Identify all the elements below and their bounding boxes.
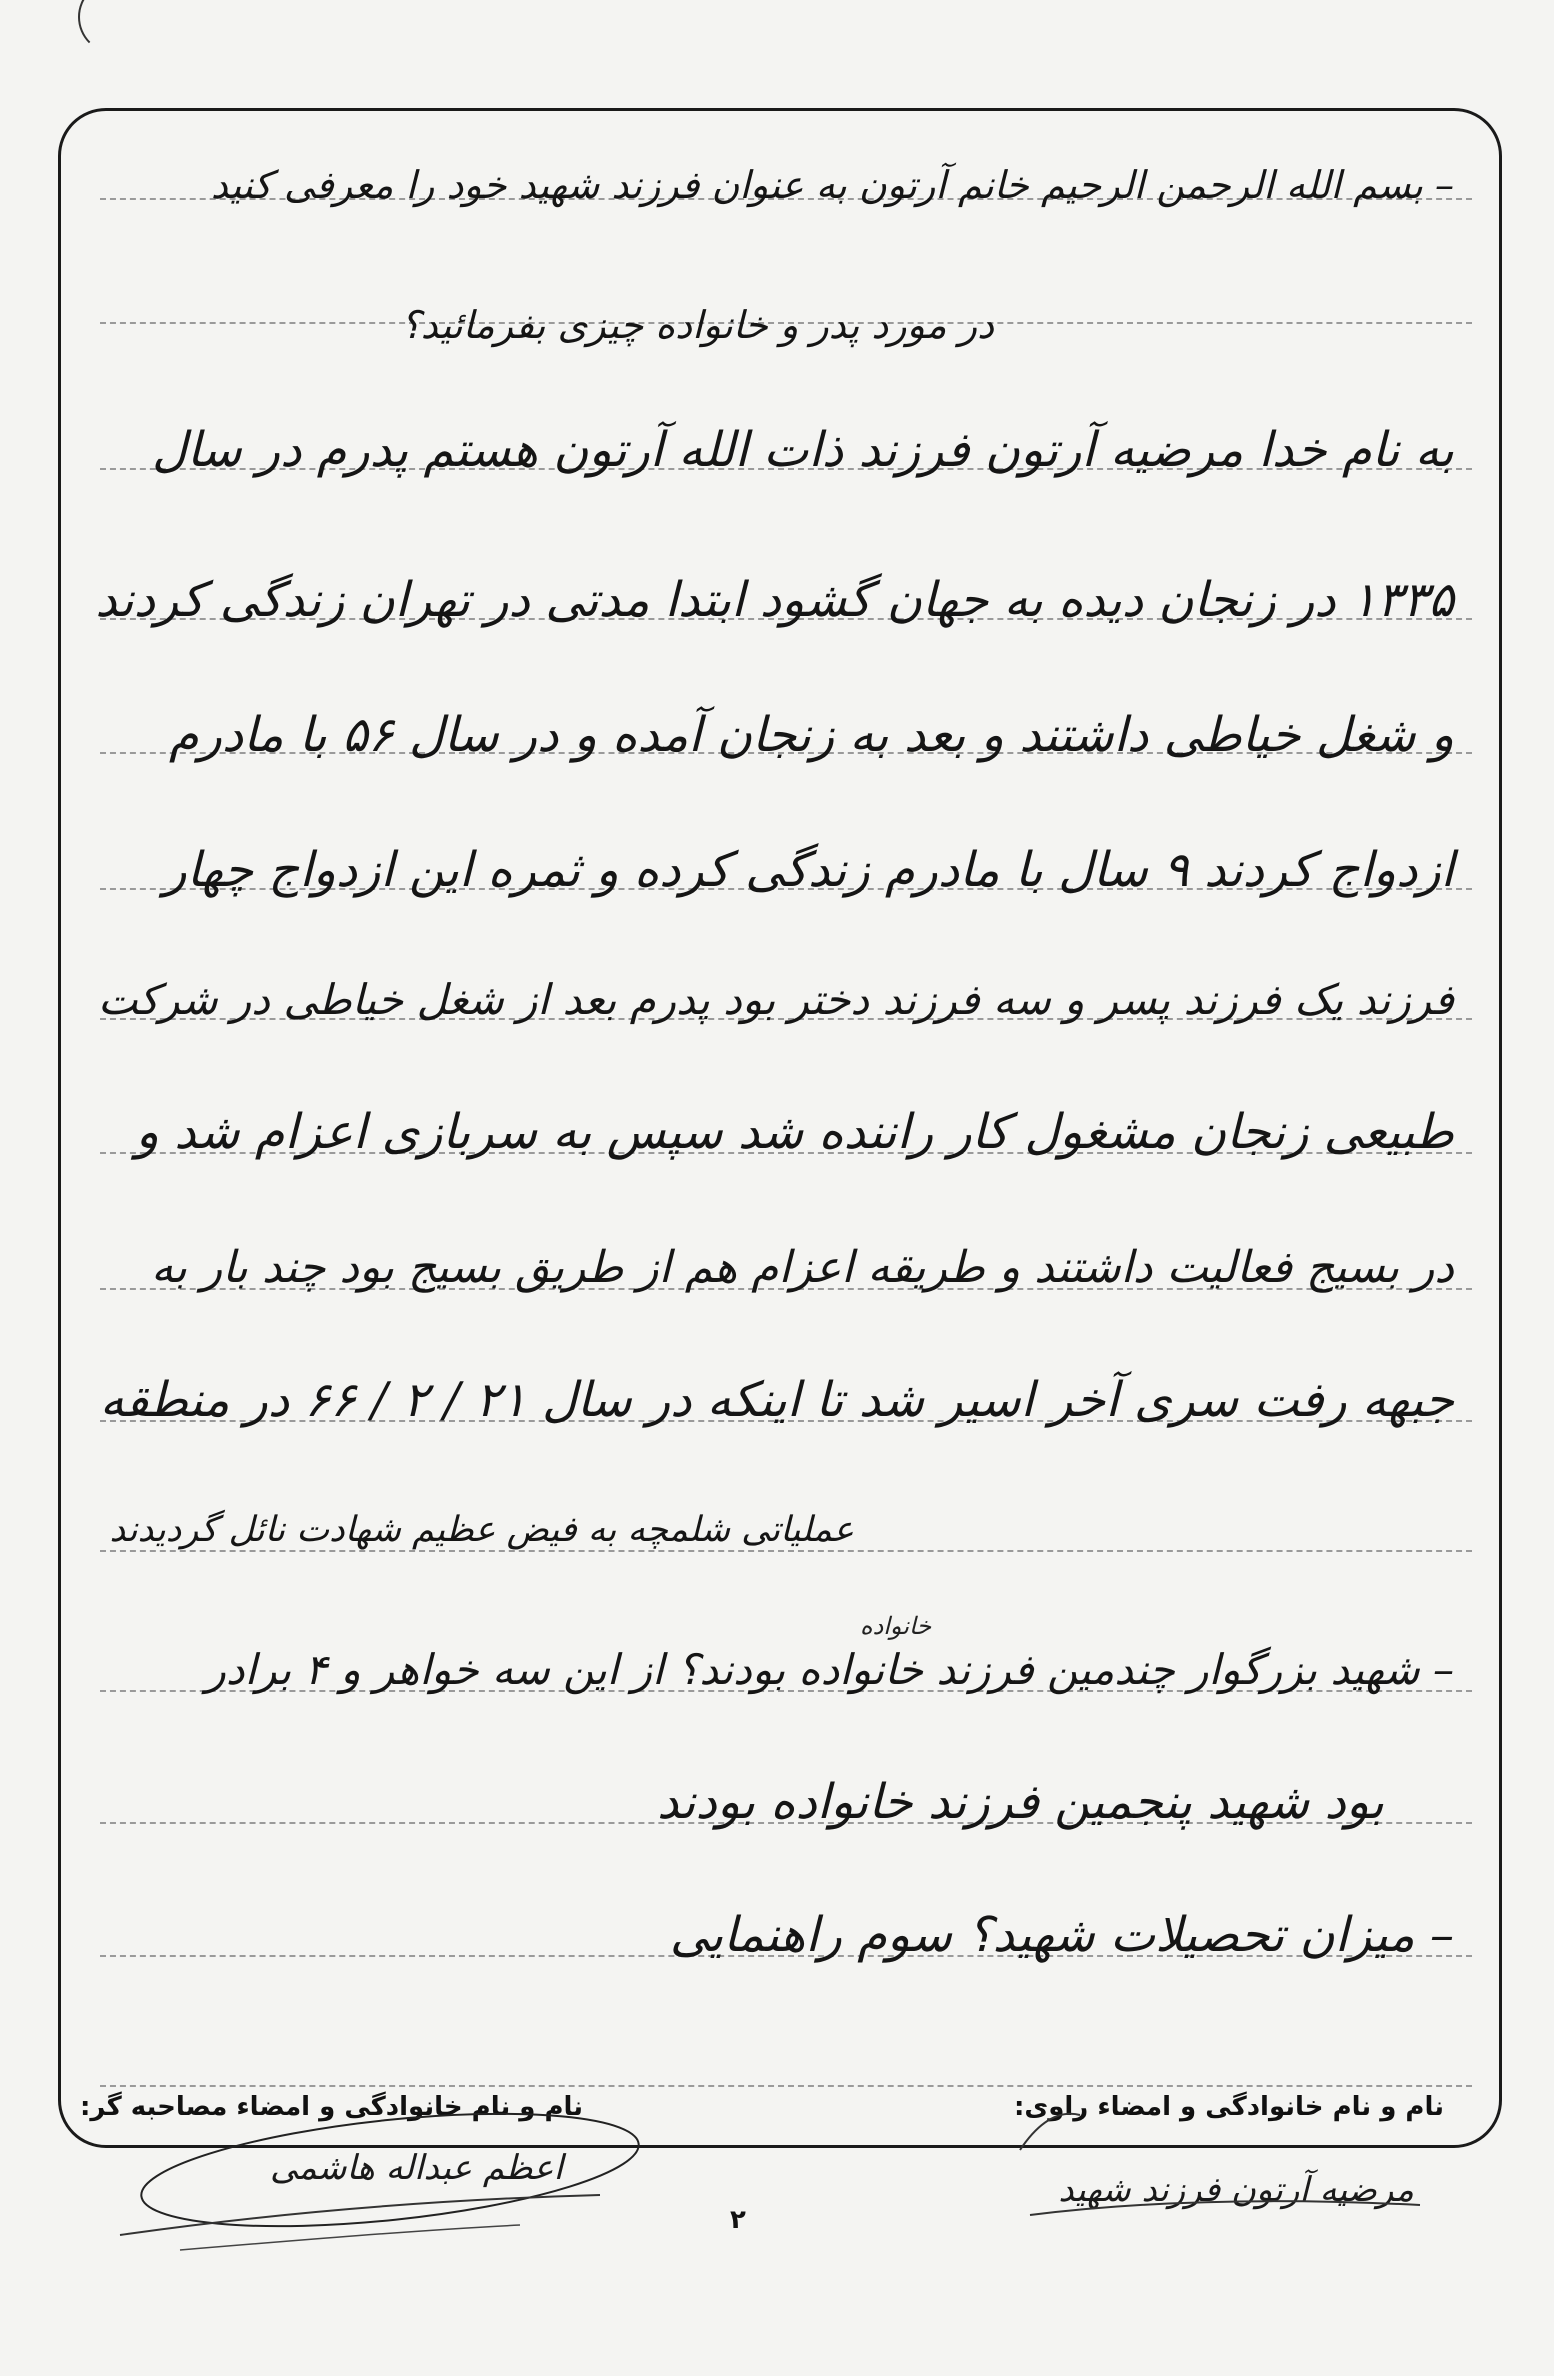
answer-line: ۱۳۳۵ در زنجان دیده به جهان گشود ابتدا مدتی در تهران زندگی کردند bbox=[95, 572, 1454, 628]
answer-line: طبیعی زنجان مشغول کار راننده شد سپس به سربازی اعزام شد و bbox=[135, 1104, 1454, 1160]
answer-line: و شغل خیاطی داشتند و بعد به زنجان آمده و در سال ۵۶ با مادرم bbox=[169, 707, 1454, 763]
interviewer-signature: اعظم عبداله هاشمی bbox=[270, 2148, 564, 2188]
answer-line: جبهه رفت سری آخر اسیر شد تا اینکه در سال ۲۱ / ۲ / ۶۶ در منطقه bbox=[99, 1372, 1454, 1428]
page-number: ۲ bbox=[730, 2205, 746, 2235]
answer-line: فرزند یک فرزند پسر و سه فرزند دختر بود پدرم بعد از شغل خیاطی در شرکت bbox=[98, 975, 1454, 1024]
interviewer-label: نام و نام خانوادگی و امضاء مصاحبه گر: bbox=[80, 2092, 584, 2122]
answer-line: در بسیج فعالیت داشتند و طریقه اعزام هم از طریق بسیج بود چند بار به bbox=[151, 1242, 1454, 1293]
narrator-signature: مرضیه آرتون فرزند شهید bbox=[1058, 2170, 1414, 2210]
question-line: – بسم الله الرحمن الرحیم خانم آرتون به عنوان فرزند شهید خود را معرفی کنید bbox=[210, 163, 1454, 207]
answer-line: بود شهید پنجمین فرزند خانواده بودند bbox=[656, 1774, 1384, 1830]
question-line: – میزان تحصیلات شهید؟ سوم راهنمایی bbox=[669, 1907, 1454, 1963]
answer-line: عملیاتی شلمچه به فیض عظیم شهادت نائل گردیدند bbox=[109, 1510, 854, 1550]
interline-note: خانواده bbox=[860, 1612, 932, 1640]
answer-line: ازدواج کردند ۹ سال با مادرم زندگی کرده و ثمره این ازدواج چهار bbox=[163, 842, 1454, 898]
answer-line: به نام خدا مرضیه آرتون فرزند ذات الله آرتون هستم پدرم در سال bbox=[151, 422, 1454, 478]
corner-mark bbox=[78, 0, 152, 54]
question-line: در مورد پدر و خانواده چیزی بفرمائید؟ bbox=[400, 303, 994, 347]
narrator-label: نام و نام خانوادگی و امضاء راوی: bbox=[1014, 2092, 1444, 2122]
ruled-line bbox=[100, 2085, 1472, 2087]
question-line: – شهید بزرگوار چندمین فرزند خانواده بودند؟ از این سه خواهر و ۴ برادر bbox=[205, 1645, 1454, 1694]
